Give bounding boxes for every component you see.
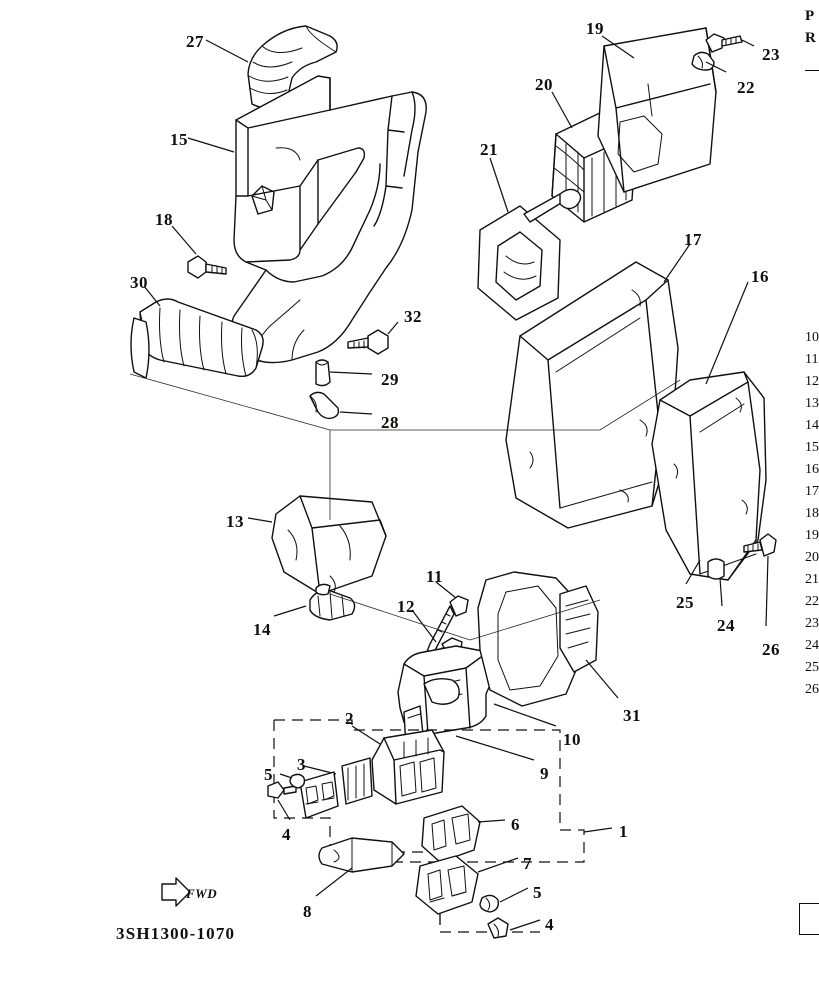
leader-20	[552, 92, 572, 128]
leader-4a	[278, 800, 290, 820]
part-4-screw-right	[488, 918, 508, 938]
callout-22: 22	[737, 78, 755, 97]
leader-31	[586, 660, 618, 698]
leader-23	[742, 40, 754, 46]
part-29-grommet	[316, 360, 330, 386]
leader-18	[172, 226, 196, 254]
callout-18: 18	[155, 210, 173, 229]
parts-list-row-14: 14	[805, 418, 819, 433]
leader-4b	[510, 920, 540, 930]
callout-5-right: 5	[533, 883, 542, 902]
leader-27	[206, 40, 248, 62]
callout-26: 26	[762, 640, 780, 659]
leader-2	[352, 726, 380, 744]
part-5-stopper-left	[300, 772, 338, 818]
callout-32: 32	[404, 307, 422, 326]
callout-7: 7	[523, 854, 532, 873]
parts-list-column	[805, 0, 819, 986]
callout-21: 21	[480, 140, 498, 159]
parts-list-rule	[805, 70, 819, 71]
leader-9	[456, 736, 534, 760]
callout-24: 24	[717, 616, 735, 635]
parts-list-row-11: 11	[805, 352, 819, 367]
parts-list-row-10: 10	[805, 330, 819, 345]
part-28-pin	[310, 392, 338, 418]
callout-25: 25	[676, 593, 694, 612]
callout-29: 29	[381, 370, 399, 389]
parts-list-row-17: 17	[805, 484, 819, 499]
parts-list-header-2: R	[805, 30, 816, 46]
parts-list-row-23: 23	[805, 616, 819, 631]
parts-list-row-21: 21	[805, 572, 819, 587]
part-32-bolt	[348, 330, 388, 354]
parts-list-row-25: 25	[805, 660, 819, 675]
leader-8	[316, 868, 352, 896]
fwd-label: FWD	[186, 886, 218, 901]
callout-5-left: 5	[264, 765, 273, 784]
part-5-screw-right	[480, 895, 498, 912]
part-13-cover	[272, 496, 386, 594]
callout-31: 31	[623, 706, 641, 725]
callout-27: 27	[186, 32, 204, 51]
part-8-reed-blade	[319, 838, 404, 872]
leader-10	[494, 704, 556, 726]
part-31-gasket	[478, 572, 598, 706]
parts-list-row-24: 24	[805, 638, 819, 653]
parts-list-header-1: P	[805, 8, 815, 24]
drawing-part-number: 3SH1300-1070	[116, 924, 236, 943]
part-3-reed-plate	[342, 758, 372, 804]
leader-1	[584, 828, 612, 832]
callout-9: 9	[540, 764, 549, 783]
corner-stamp-box	[799, 903, 819, 935]
parts-list-row-22: 22	[805, 594, 819, 609]
leader-26	[766, 556, 768, 626]
callout-1: 1	[619, 822, 628, 841]
leader-12	[412, 610, 436, 642]
callout-14: 14	[253, 620, 271, 639]
callout-13: 13	[226, 512, 244, 531]
leader-13	[248, 518, 272, 522]
callout-20: 20	[535, 75, 553, 94]
callout-15: 15	[170, 130, 188, 149]
callout-8: 8	[303, 902, 312, 921]
leader-7	[478, 858, 518, 872]
leader-21	[490, 158, 508, 212]
leader-6	[478, 820, 505, 822]
callout-17: 17	[684, 230, 702, 249]
part-2-reed-valve	[372, 730, 444, 804]
callout-28: 28	[381, 413, 399, 432]
part-23-screw	[706, 34, 742, 52]
callout-2: 2	[345, 709, 354, 728]
parts-list-row-19: 19	[805, 528, 819, 543]
callout-23: 23	[762, 45, 780, 64]
callout-30: 30	[130, 273, 148, 292]
leader-16	[706, 282, 748, 384]
callout-16: 16	[751, 267, 769, 286]
part-7-stopper-right	[416, 856, 478, 914]
part-21-filter-guide	[478, 189, 581, 320]
callout-6: 6	[511, 815, 520, 834]
parts-list-row-15: 15	[805, 440, 819, 455]
callout-10: 10	[563, 730, 581, 749]
leader-29	[330, 372, 372, 374]
parts-list-row-16: 16	[805, 462, 819, 477]
callout-3: 3	[297, 755, 306, 774]
leader-14	[274, 606, 306, 616]
leader-5b	[500, 888, 528, 902]
callout-12: 12	[397, 597, 415, 616]
leader-28	[340, 412, 372, 414]
part-6-reed-plate-right	[422, 806, 480, 862]
parts-list-row-12: 12	[805, 374, 819, 389]
callout-4-right: 4	[545, 915, 554, 934]
part-18-screw	[188, 256, 226, 278]
part-15-air-filter-case	[231, 76, 426, 363]
leader-15	[188, 138, 234, 152]
callout-4-left: 4	[282, 825, 291, 844]
parts-list-row-13: 13	[805, 396, 819, 411]
leader-32	[388, 322, 398, 334]
leader-24	[720, 578, 722, 606]
parts-list-row-26: 26	[805, 682, 819, 697]
callout-19: 19	[586, 19, 604, 38]
parts-list-row-18: 18	[805, 506, 819, 521]
leader-17	[664, 244, 690, 282]
parts-list-row-20: 20	[805, 550, 819, 565]
callout-11: 11	[426, 567, 444, 586]
